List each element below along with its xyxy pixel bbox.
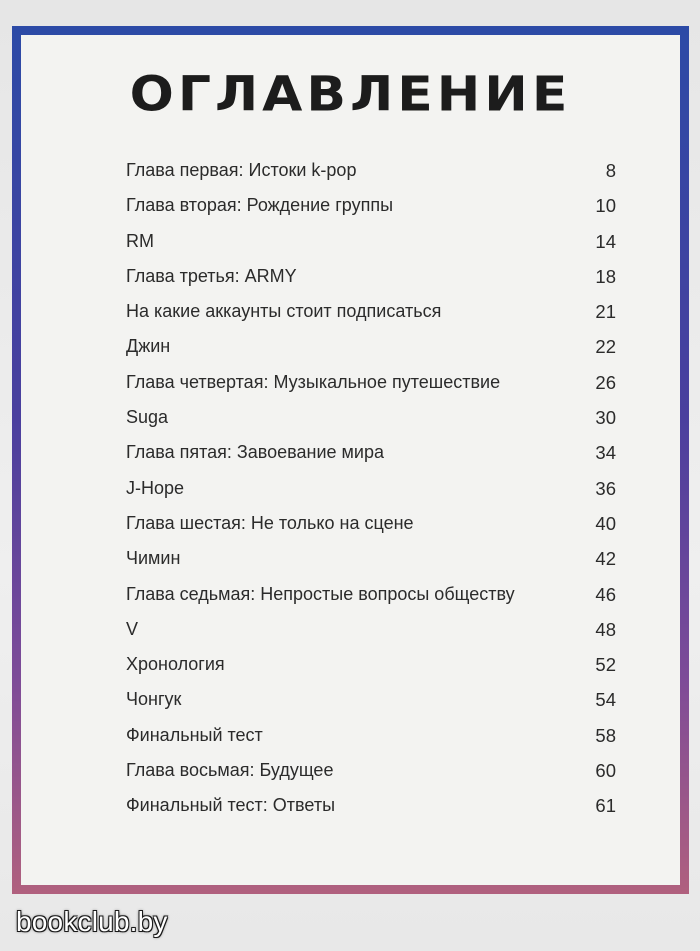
toc-entry [126,365,616,400]
toc-entry [126,541,616,576]
toc-entry-title: V [126,618,139,639]
toc-entry-title: Чонгук [126,689,182,710]
toc-entry [126,577,616,612]
table-of-contents [126,153,616,824]
toc-entry [126,400,616,435]
toc-entry-page: 22 [595,336,616,358]
toc-entry-title: Глава вторая: Рождение группы [126,195,394,216]
toc-entry-page: 36 [595,477,616,499]
toc-entry-title: Глава пятая: Завоевание мира [126,442,385,463]
toc-entry [126,153,616,188]
toc-entry-title: Финальный тест: Ответы [126,795,336,816]
toc-entry [126,788,616,823]
toc-entry [126,718,616,753]
toc-entry [126,753,616,788]
toc-entry-title: RM [126,230,154,251]
toc-entry-page: 61 [595,795,616,817]
toc-entry-page: 34 [595,442,616,464]
toc-entry-page: 18 [595,265,616,287]
toc-entry [126,682,616,717]
toc-entry-page: 10 [595,195,616,217]
toc-entry-title: Джин [126,336,171,357]
toc-entry-page: 42 [595,548,616,570]
toc-entry [126,612,616,647]
toc-entry-page: 14 [595,230,616,252]
toc-entry [126,471,616,506]
toc-entry-title: Хронология [126,654,225,675]
site-watermark: bookclub.by [16,906,168,937]
toc-entry-title: Глава восьмая: Будущее [126,760,334,781]
page-title: ОГЛАВЛЕНИЕ [129,67,572,123]
toc-entry [126,647,616,682]
gradient-frame [12,26,689,894]
toc-entry [126,188,616,223]
toc-entry-page: 52 [595,654,616,676]
toc-entry [126,259,616,294]
toc-entry-page: 58 [595,724,616,746]
toc-entry-title: Suga [126,407,169,428]
toc-entry [126,506,616,541]
toc-entry-title: Глава третья: ARMY [126,265,297,286]
toc-entry-title: Чимин [126,548,181,569]
toc-entry-title: Глава седьмая: Непростые вопросы обществу [126,583,515,604]
toc-entry [126,435,616,470]
toc-entry-page: 30 [595,407,616,429]
toc-entry-page: 46 [595,583,616,605]
toc-entry [126,329,616,364]
toc-entry-page: 54 [595,689,616,711]
toc-entry-page: 60 [595,760,616,782]
toc-entry-title: Глава четвертая: Музыкальное путешествие [126,371,501,392]
toc-entry-title: На какие аккаунты стоит подписаться [126,301,442,322]
toc-entry-title: J-Hope [126,477,185,498]
toc-entry-title: Глава первая: Истоки k-pop [126,160,357,180]
toc-entry [126,224,616,259]
toc-entry-title: Финальный тест [126,724,263,745]
toc-entry-page: 21 [595,301,616,323]
toc-entry-page: 8 [605,160,616,181]
toc-entry-page: 26 [595,371,616,393]
toc-entry-page: 48 [595,618,616,640]
toc-entry [126,294,616,329]
toc-entry-title: Глава шестая: Не только на сцене [126,512,414,533]
toc-entry-page: 40 [595,512,616,534]
